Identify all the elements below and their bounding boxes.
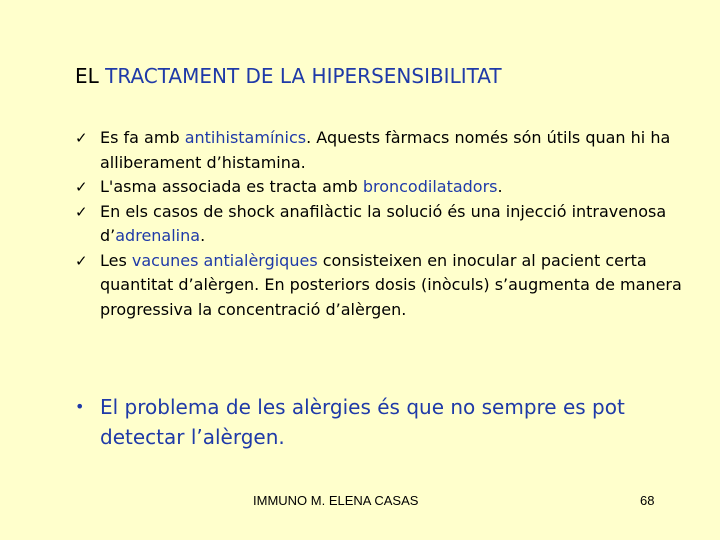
bullet-item: [75, 200, 685, 249]
checkmark-icon: ✓: [75, 178, 88, 196]
slide-title: [75, 64, 502, 88]
bullet-text: .: [497, 177, 503, 196]
checkmark-icon: ✓: [75, 251, 88, 270]
bullet-highlight: antihistamínics: [184, 128, 307, 147]
bullet-text: L'asma associada es tracta amb: [100, 177, 363, 196]
bullet-highlight: broncodilatadors: [362, 177, 498, 196]
checkmark-icon: ✓: [75, 202, 88, 221]
bullet-list: [75, 126, 685, 322]
checkmark-icon: ✓: [75, 129, 88, 147]
bullet-item: [75, 249, 685, 323]
bullet-text: .: [200, 226, 206, 245]
bullet-text: consisteixen en inocular al pacient certa quantitat d’alèrgen. En posteriors dosis (inòculs) s’augmenta de manera progressiva la concentració d’alèrgen.: [100, 250, 682, 319]
main-point-text: El problema de les alèrgies és que no sempre es pot detectar l’alèrgen.: [100, 395, 625, 449]
title-prefix: EL: [75, 64, 106, 88]
page-number: 68: [640, 493, 655, 508]
bullet-text: Es fa amb: [100, 128, 185, 147]
bullet-item: [75, 126, 685, 175]
bullet-text: En els casos de shock anafilàctic la solució és una injecció intravenosa d’: [100, 201, 667, 245]
bullet-highlight: vacunes antialèrgiques: [131, 250, 318, 270]
bullet-text: Les: [100, 250, 132, 270]
bullet-text: . Aquests fàrmacs només són útils quan hi ha alliberament d’histamina.: [100, 128, 671, 172]
bullet-item: [75, 175, 685, 200]
bullet-highlight: adrenalina: [115, 226, 201, 245]
main-point: [75, 392, 685, 452]
footer-author: IMMUNO M. ELENA CASAS: [253, 493, 419, 508]
title-highlight: TRACTAMENT DE LA HIPERSENSIBILITAT: [105, 64, 502, 88]
bullet-dot-icon: •: [75, 397, 85, 416]
